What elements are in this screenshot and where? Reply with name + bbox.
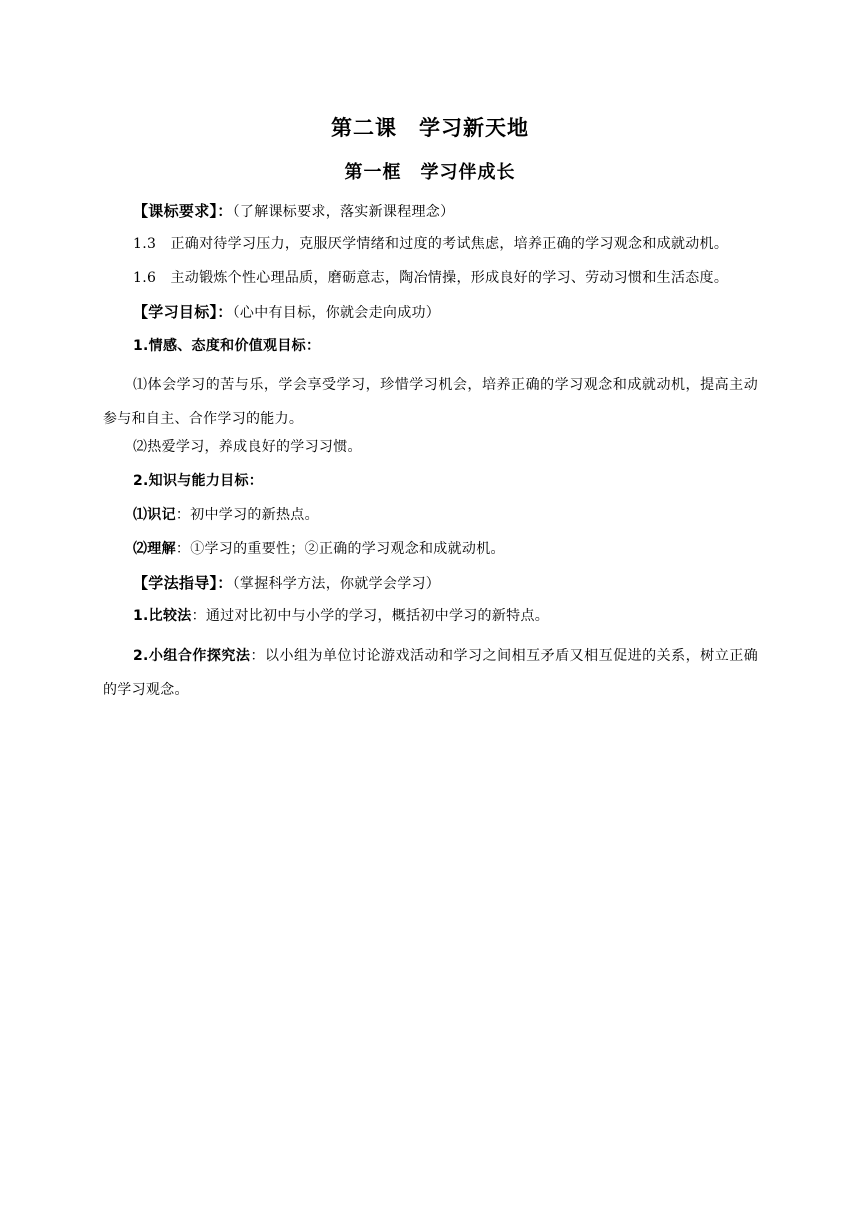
lesson-title: 第二课 学习新天地	[331, 116, 529, 140]
goals-sub1-item1: ⑴体会学习的苦与乐，学会享受学习，珍惜学习机会，培养正确的学习观念和成就动机，提高主动参与和自主、合作学习的能力。	[103, 377, 758, 427]
goals-sub2-item1-text: ：初中学习的新热点。	[175, 507, 319, 523]
goals-heading-line	[133, 302, 440, 323]
goals-sub2-item2-label: ⑵理解	[133, 541, 176, 557]
methods-item-1	[133, 606, 549, 626]
goals-sub2-heading: 2.知识与能力目标：	[133, 473, 264, 489]
methods-item-2	[103, 639, 758, 707]
curriculum-note: （了解课标要求，落实新课程理念）	[232, 204, 455, 220]
goals-sub2-item1-label: ⑴识记	[133, 507, 176, 523]
goals-sub2-item2	[133, 539, 505, 559]
goals-note: （心中有目标，你就会走向成功）	[232, 305, 441, 321]
goals-sub2-item2-text: ：①学习的重要性；②正确的学习观念和成就动机。	[175, 541, 505, 557]
goals-sub1-item2: ⑵热爱学习，养成良好的学习习惯。	[133, 439, 362, 455]
goals-sub1-heading: 1.情感、态度和价值观目标：	[133, 338, 321, 354]
curriculum-heading-line	[133, 201, 454, 222]
methods-heading: 【学法指导】：	[133, 574, 233, 592]
methods-note: （掌握科学方法，你就学会学习）	[232, 576, 441, 592]
curriculum-heading: 【课标要求】：	[133, 202, 233, 220]
curriculum-item-2: 1.6 主动锻炼个性心理品质，磨砺意志，陶冶情操，形成良好的学习、劳动习惯和生活态度。	[133, 270, 729, 286]
goals-sub2-item1	[133, 505, 319, 525]
methods-item2-label: 2.小组合作探究法	[133, 648, 251, 664]
goals-heading: 【学习目标】：	[133, 303, 233, 321]
section-title: 第一框 学习伴成长	[344, 162, 516, 183]
methods-item2-text: ：以小组为单位讨论游戏活动和学习之间相互矛盾又相互促进的关系，树立正确的学习观念。	[103, 648, 759, 698]
methods-item1-text: ：通过对比初中与小学的学习，概括初中学习的新特点。	[191, 608, 550, 624]
curriculum-item-1: 1.3 正确对待学习压力，克服厌学情绪和过度的考试焦虑，培养正确的学习观念和成就动机。	[133, 236, 729, 252]
methods-heading-line	[133, 573, 440, 594]
methods-item1-label: 1.比较法	[133, 608, 192, 624]
